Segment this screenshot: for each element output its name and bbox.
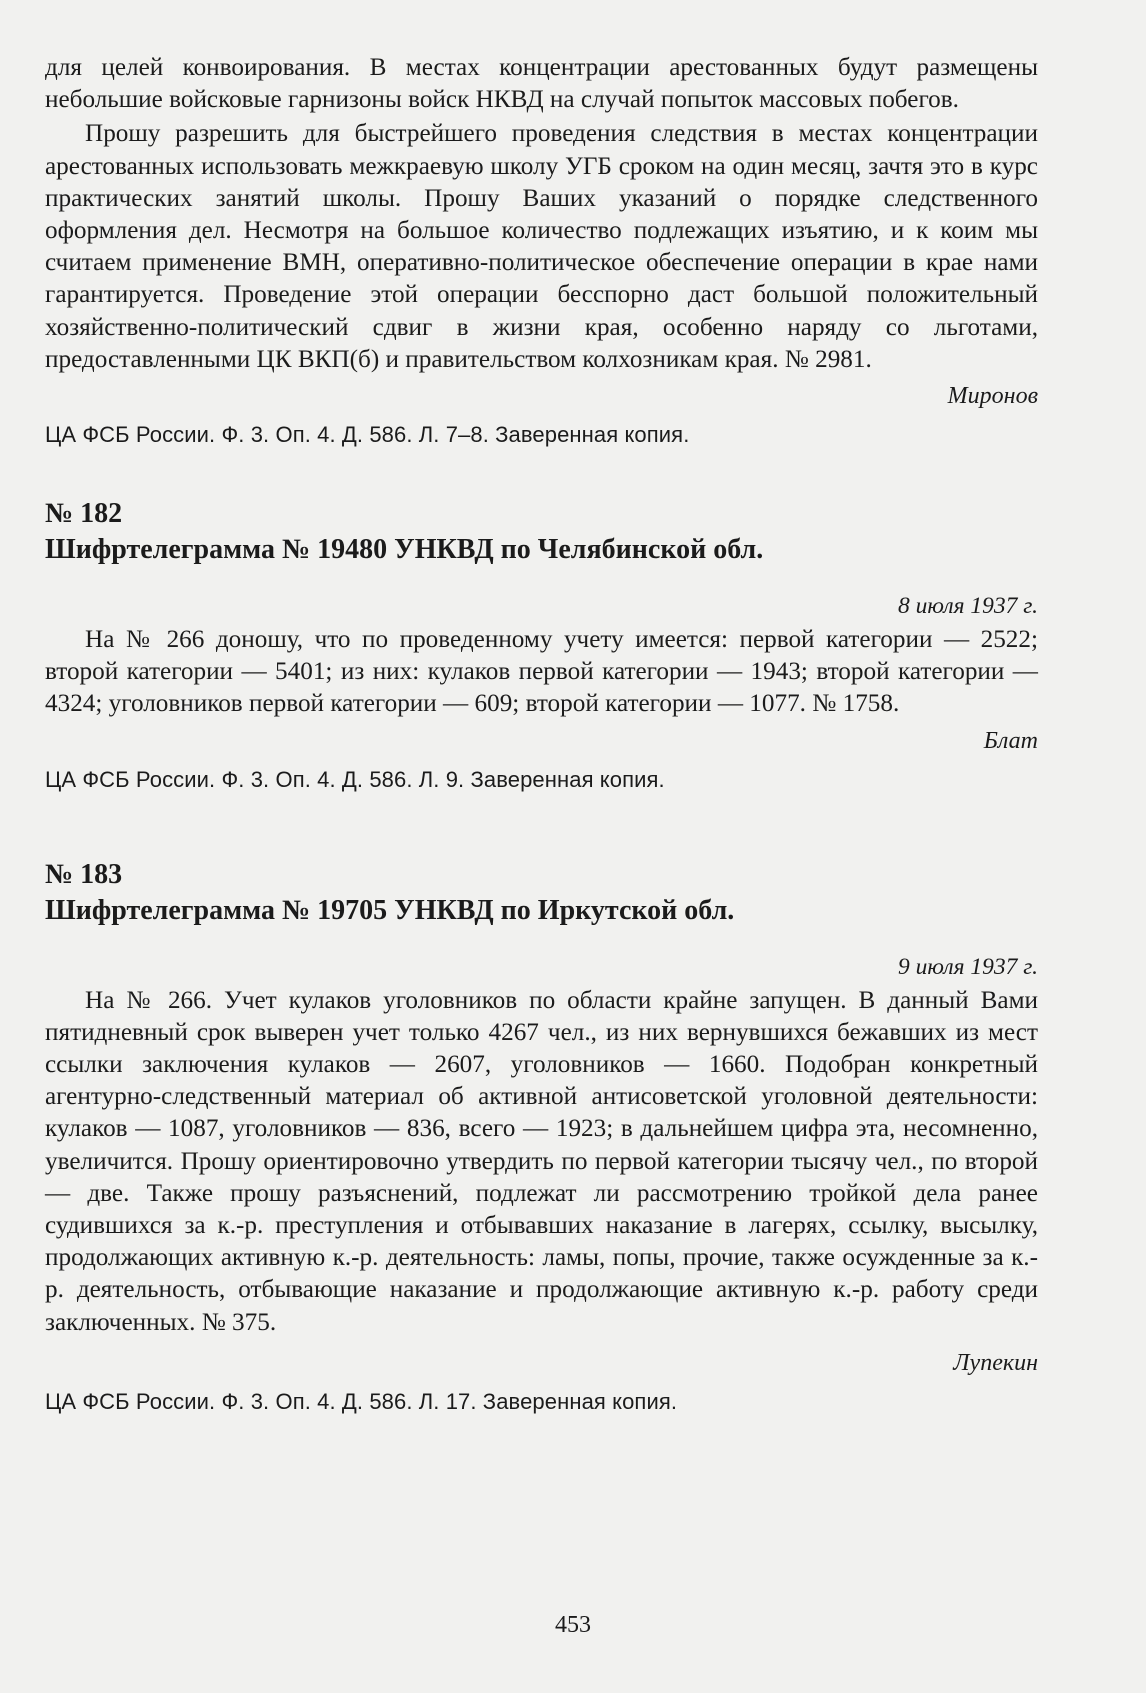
doc-182-date: 8 июля 1937 г. [897,593,1038,620]
document-182 [45,496,1038,795]
doc-183-number: № 183 [45,858,123,890]
doc-182-title: Шифртелеграмма № 19480 УНКВД по Челябинской обл. [45,534,764,566]
doc-183-title: Шифртелеграмма № 19705 УНКВД по Иркутской обл. [45,894,735,926]
doc-182-number: № 182 [45,498,123,530]
doc-182-text: На № 266 доношу, что по проведенному учету имеется: первой категории — 2522; второй категории — 5401; из них: кулаков первой категории — 1943; второй категории — 4324; уголовников первой категории — 609; второй категории — 1077. № 1758. [45,626,1038,718]
doc-183-date: 9 июля 1937 г. [897,953,1038,980]
intro-source-note: ЦА ФСБ России. Ф. 3. Оп. 4. Д. 586. Л. 7–8. Заверенная копия. [45,422,690,448]
intro-paragraph-2: Прошу разрешить для быстрейшего проведения следствия в местах концентрации арестованных использовать межкраевую школу УГБ сроком на один месяц, зачтя это в курс практических занятий школы. Прошу Ваших указаний о порядке следственного оформления дел. Несмотря на большое количество подлежащих изъятию, и к коим мы считаем применение ВМН, оперативно-политическое обеспечение операции в крае нами гарантируется. Проведение этой операции бесспорно даст большой положительный хозяйственно-политический сдвиг в жизни края, особенно наряду со льготами, предоставленными ЦК ВКП(б) и правительством колхозникам края. № 2981. [45,120,1038,373]
doc-182-source-note: ЦА ФСБ России. Ф. 3. Оп. 4. Д. 586. Л. 9. Заверенная копия. [45,766,665,792]
intro-section [45,52,1038,450]
intro-paragraph-1: для целей конвоирования. В местах концентрации арестованных будут размещены небольшие войсковые гарнизоны войск НКВД на случай попыток массовых побегов. [45,54,1038,114]
document-page [45,52,1038,1417]
doc-183-source-note: ЦА ФСБ России. Ф. 3. Оп. 4. Д. 586. Л. 17. Заверенная копия. [45,1388,678,1414]
page-number: 453 [555,1612,591,1638]
document-183 [45,857,1038,1417]
intro-signature: Миронов [947,383,1038,410]
doc-183-text: На № 266. Учет кулаков уголовников по области крайне запущен. В данный Вами пятидневный срок выверен учет только 4267 чел., из них вернувшихся бежавших из мест ссылки заключения кулаков — 2607, уголовников — 1660. Подобран конкретный агентурно-следственный материал об активной антисоветской уголовной деятельности: кулаков — 1087, уголовников — 836, всего — 1923; в дальнейшем цифра эта, несомненно, увеличится. Прошу ориентировочно утвердить по первой категории тысячу чел., по второй — две. Также прошу разъяснений, подлежат ли рассмотрению тройкой дела ранее судившихся за к.-р. преступления и отбывавших наказание в лагерях, ссылку, высылку, продолжающих активную к.-р. деятельность: ламы, попы, прочие, также осужденные за к.-р. деятельность, отбывающие наказание и продолжающие активную к.-р. работу среди заключенных. № 375. [45,986,1038,1336]
doc-182-signature: Блат [983,727,1038,754]
doc-183-signature: Лупекин [953,1349,1038,1376]
